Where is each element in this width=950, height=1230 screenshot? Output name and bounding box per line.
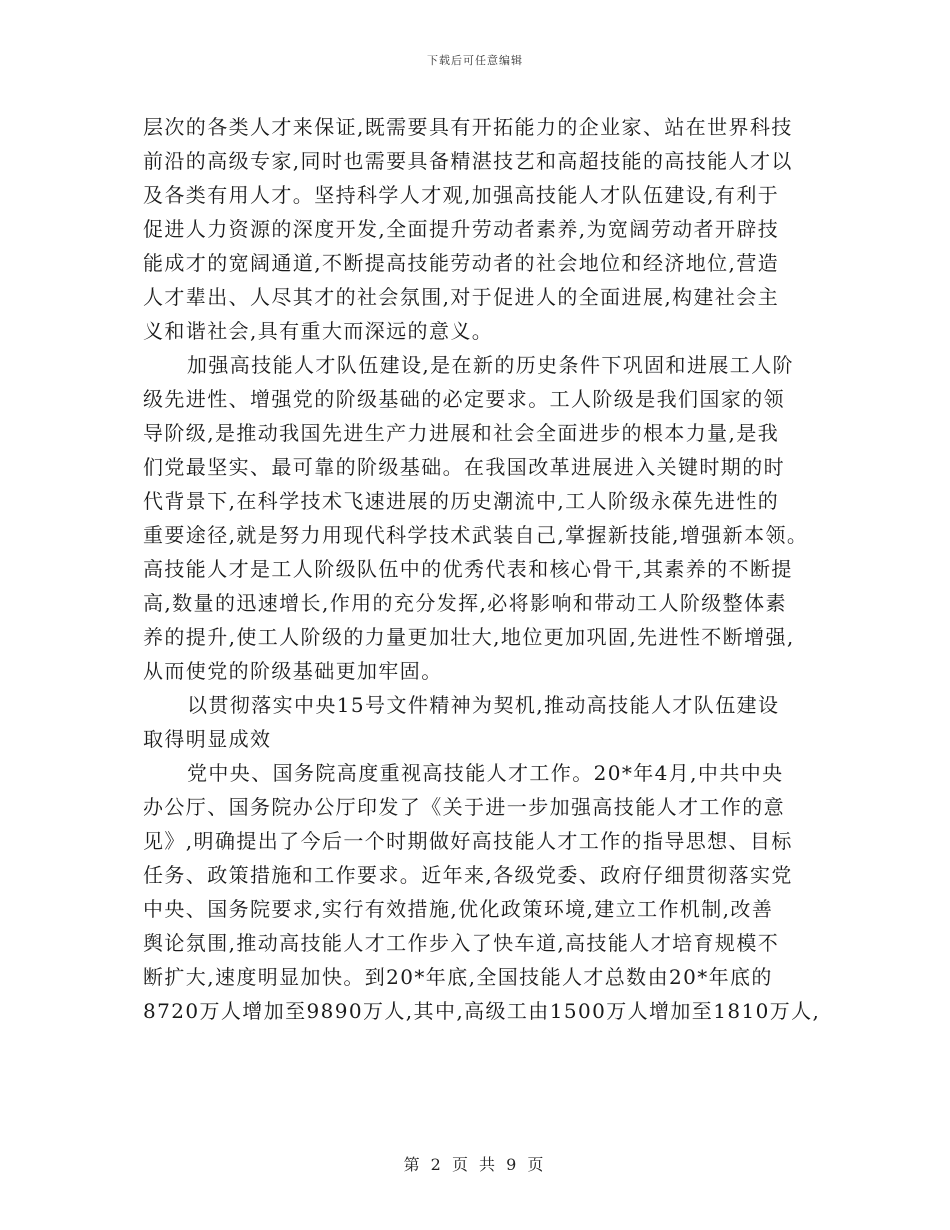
text-line: 重要途径,就是努力用现代科学技术武装自己,掌握新技能,增强新本领。: [143, 523, 809, 547]
text-line: 中央、国务院要求,实行有效措施,优化政策环境,建立工作机制,改善: [143, 897, 774, 921]
text-line: 义和谐社会,具有重大而深远的意义。: [143, 319, 494, 343]
page-header: 下载后可任意编辑: [427, 54, 523, 67]
paragraph-first-line: 党中央、国务院高度重视高技能人才工作。20*年4月,中共中央: [187, 761, 784, 785]
text-line: 导阶级,是推动我国先进生产力进展和社会全面进步的根本力量,是我: [143, 421, 780, 445]
page-footer: 第 2 页 共 9 页: [403, 1155, 547, 1174]
text-line: 层次的各类人才来保证,既需要具有开拓能力的企业家、站在世界科技: [143, 115, 793, 139]
text-line: 高技能人才是工人阶级队伍中的优秀代表和核心骨干,其素养的不断提: [143, 557, 793, 581]
text-line: 能成才的宽阔通道,不断提高技能劳动者的社会地位和经济地位,营造: [143, 251, 780, 275]
text-line: 任务、政策措施和工作要求。近年来,各级党委、政府仔细贯彻落实党: [143, 863, 793, 887]
text-line: 人才辈出、人尽其才的社会氛围,对于促进人的全面进展,构建社会主: [143, 285, 780, 309]
text-line: 8720万人增加至9890万人,其中,高级工由1500万人增加至1810万人,: [143, 999, 821, 1023]
text-line: 促进人力资源的深度开发,全面提升劳动者素养,为宽阔劳动者开辟技: [143, 217, 780, 241]
text-line: 从而使党的阶级基础更加牢固。: [143, 659, 443, 683]
text-line: 高,数量的迅速增长,作用的充分发挥,必将影响和带动工人阶级整体素: [143, 591, 787, 615]
text-line: 们党最坚实、最可靠的阶级基础。在我国改革进展进入关键时期的时: [143, 455, 785, 479]
text-line: 见》,明确提出了今后一个时期做好高技能人才工作的指导思想、目标: [143, 829, 793, 853]
text-line: 前沿的高级专家,同时也需要具备精湛技艺和高超技能的高技能人才以: [143, 149, 793, 173]
paragraph-first-line: 以贯彻落实中央15号文件精神为契机,推动高技能人才队伍建设: [187, 693, 780, 717]
text-line: 养的提升,使工人阶级的力量更加壮大,地位更加巩固,先进性不断增强,: [143, 625, 795, 649]
text-line: 代背景下,在科学技术飞速进展的历史潮流中,工人阶级永葆先进性的: [143, 489, 780, 513]
paragraph-first-line: 加强高技能人才队伍建设,是在新的历史条件下巩固和进展工人阶: [187, 353, 794, 377]
text-line: 级先进性、增强党的阶级基础的必定要求。工人阶级是我们国家的领: [143, 387, 785, 411]
text-line: 取得明显成效: [143, 727, 272, 751]
document-body: [143, 110, 821, 1028]
text-line: 及各类有用人才。坚持科学人才观,加强高技能人才队伍建设,有利于: [143, 183, 780, 207]
text-line: 办公厅、国务院办公厅印发了《关于进一步加强高技能人才工作的意: [143, 795, 785, 819]
text-line: 舆论氛围,推动高技能人才工作步入了快车道,高技能人才培育规模不: [143, 931, 780, 955]
text-line: 断扩大,速度明显加快。到20*年底,全国技能人才总数由20*年底的: [143, 965, 773, 989]
